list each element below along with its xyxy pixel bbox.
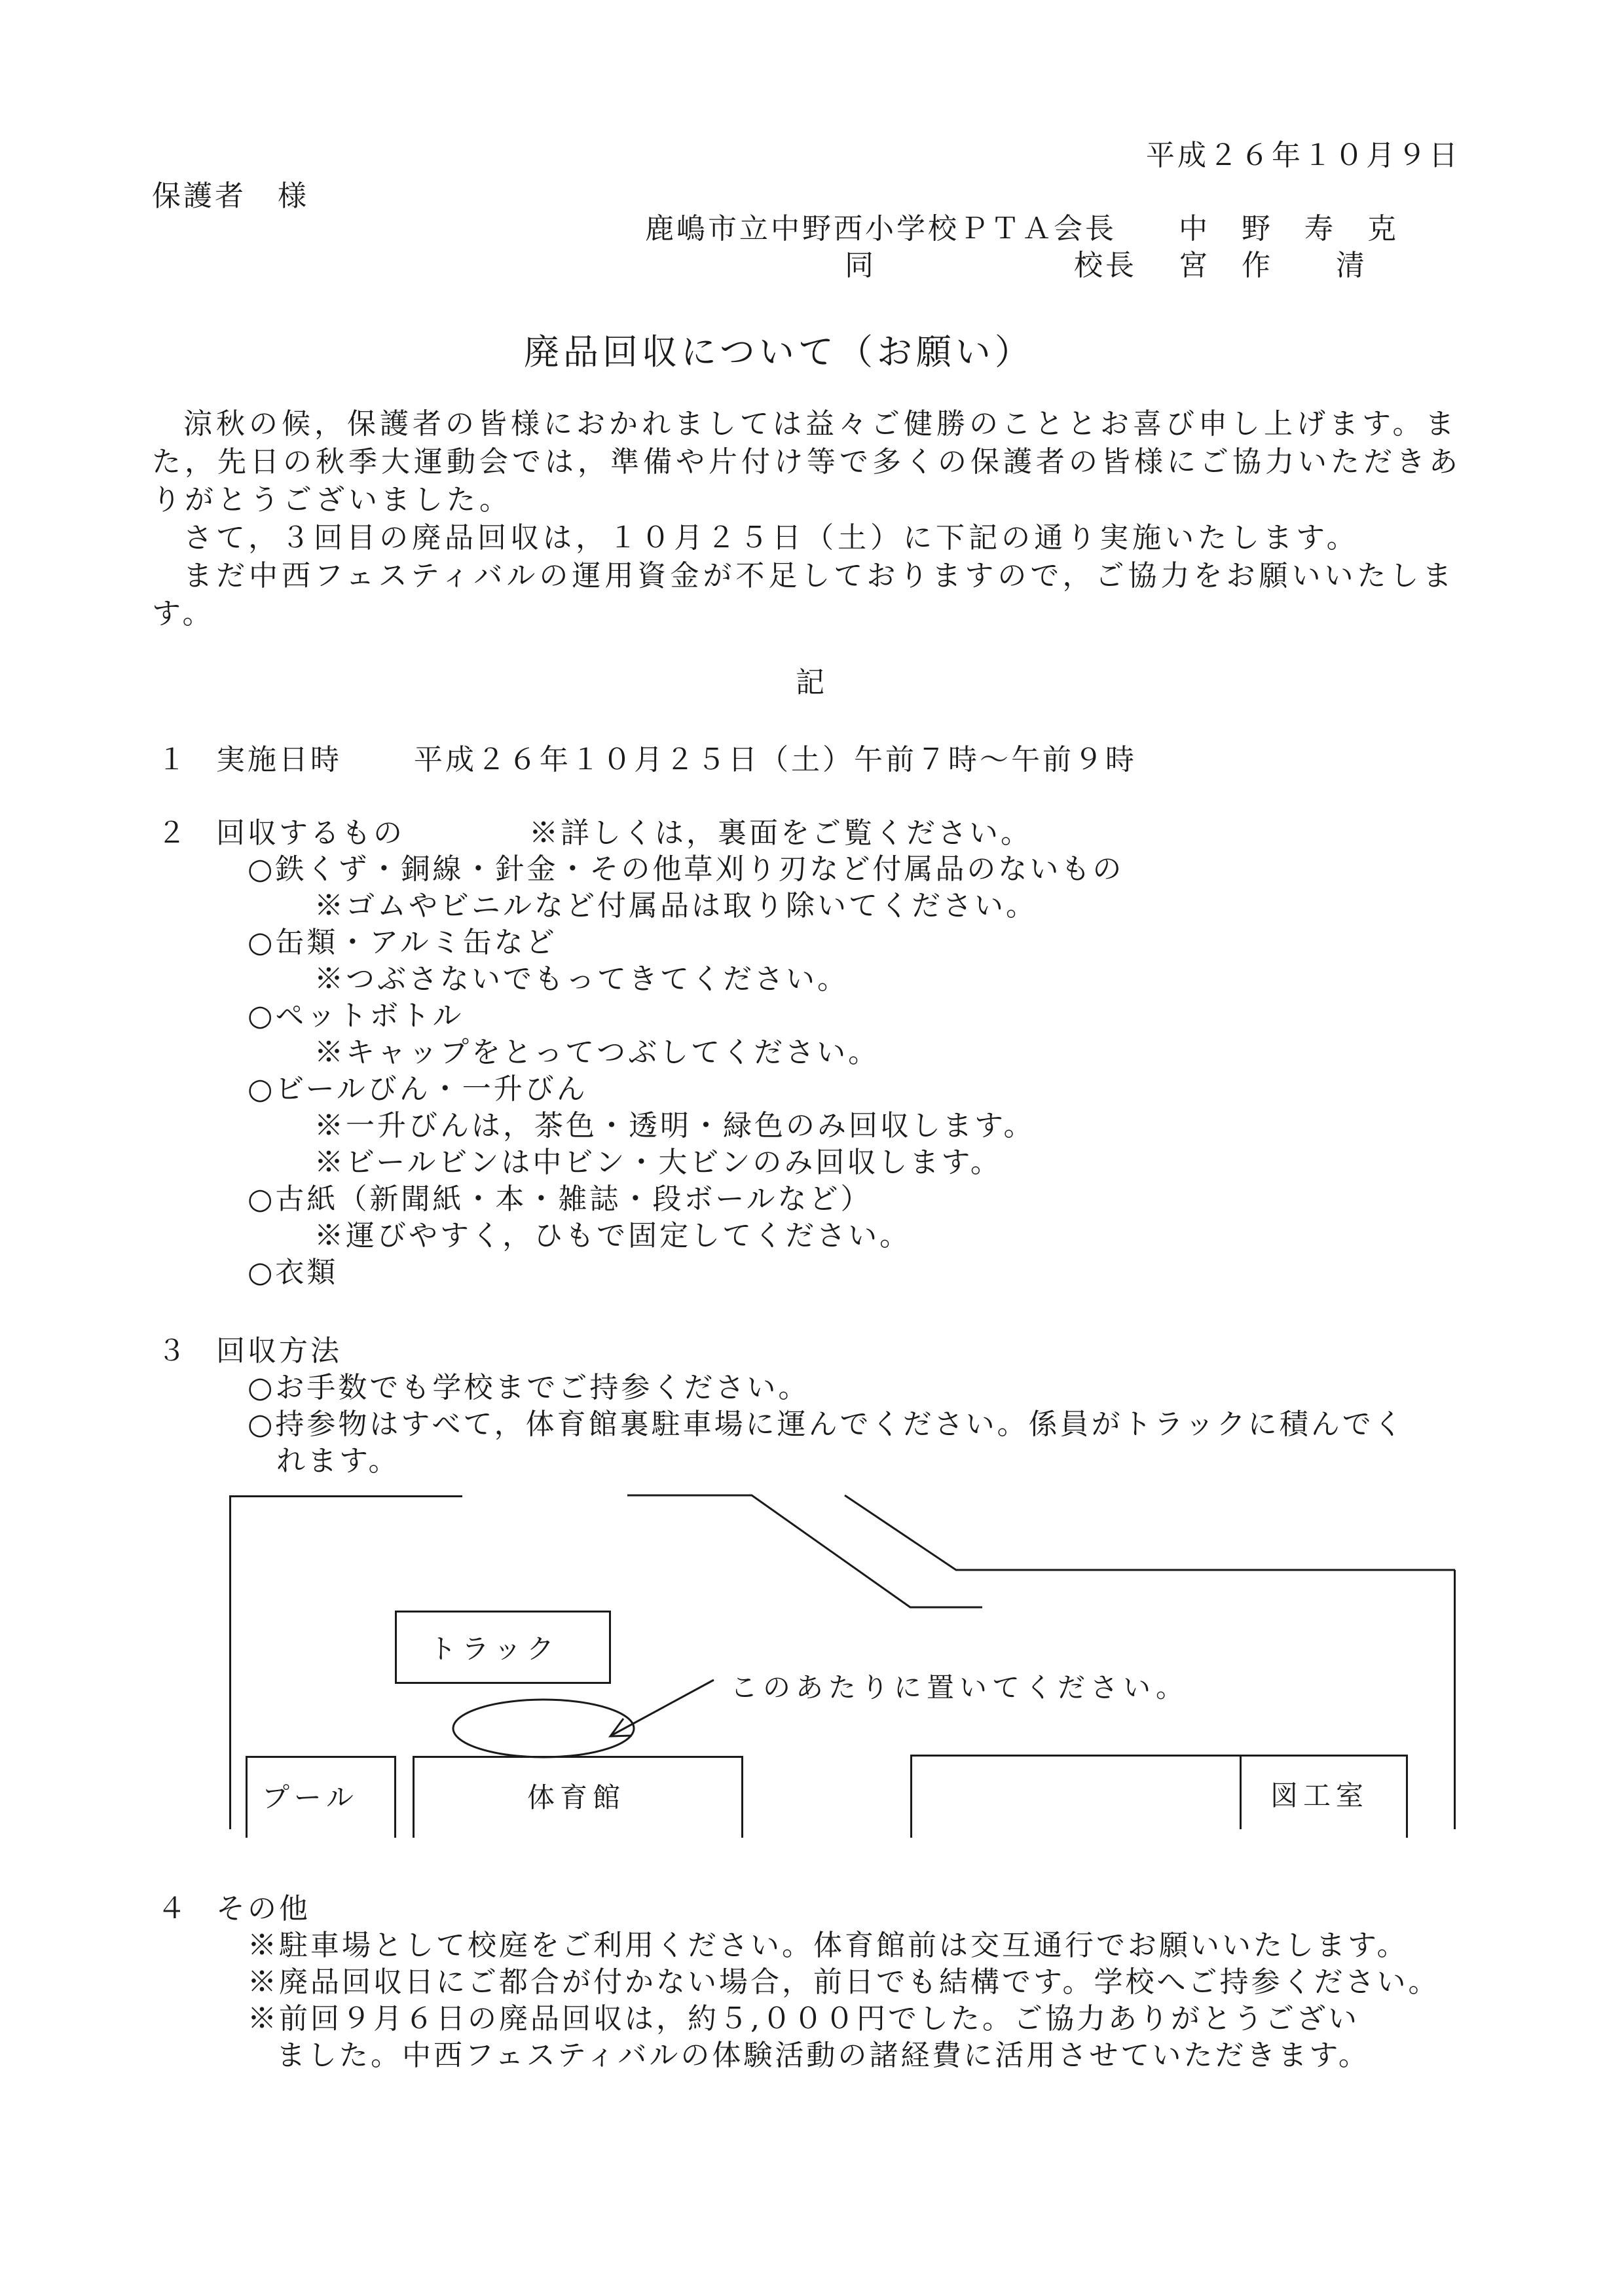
sender-principal-role: 校長 <box>1074 249 1137 282</box>
collect-item-note: ※キャップをとってつぶしてください。 <box>314 1036 880 1069</box>
truck-label: トラック <box>429 1633 560 1665</box>
section-1-label: 実施日時 <box>216 743 342 776</box>
intro-line: 涼秋の候，保護者の皆様におかれましては益々ご健勝のこととお喜び申し上げます。ま <box>183 407 1458 441</box>
collect-item-note: ※運びやすく，ひもで固定してください。 <box>314 1219 912 1252</box>
sender-pta-name: 中 野 寿 克 <box>1179 212 1399 246</box>
section-4-number: ４ <box>157 1892 189 1925</box>
intro-line: す。 <box>152 597 215 630</box>
intro-line: まだ中西フェスティバルの運用資金が不足しておりますので，ご協力をお願いいたしま <box>183 559 1456 592</box>
collect-item: ○ビールびん・一升びん <box>248 1072 588 1106</box>
collect-item: ○ペットボトル <box>248 999 464 1032</box>
other-item: ※駐車場として校庭をご利用ください。体育館前は交互通行でお願いいたします。 <box>248 1929 1409 1962</box>
method-item: ○持参物はすべて，体育館裏駐車場に運んでください。係員がトラックに積んでく <box>248 1408 1405 1441</box>
section-3-label: 回収方法 <box>216 1334 342 1368</box>
document-title: 廃品回収について（お願い） <box>524 331 1034 373</box>
collect-item: ○衣類 <box>248 1256 339 1289</box>
intro-line: りがとうございました。 <box>152 483 512 517</box>
collect-item-note: ※つぶさないでもってきてください。 <box>314 962 849 996</box>
other-item: ※前回９月６日の廃品回収は，約５,０００円でした。ご協力ありがとうござい <box>248 2002 1359 2035</box>
section-1-number: １ <box>157 743 189 776</box>
document-date: 平成２６年１０月９日 <box>1146 139 1460 172</box>
collect-item: ○鉄くず・銅線・針金・その他草刈り刃など付属品のないもの <box>248 852 1124 886</box>
section-2-note: ※詳しくは，裏面をご覧ください。 <box>529 816 1032 850</box>
gym-label: 体育館 <box>527 1781 626 1813</box>
collect-item-note: ※一升びんは，茶色・透明・緑色のみ回収します。 <box>314 1109 1035 1142</box>
section-1-value: 平成２６年１０月２５日（土）午前７時～午前９時 <box>414 743 1137 776</box>
art-room-divider <box>1240 1755 1242 1829</box>
other-item: ました。中西フェスティバルの体験活動の諸経費に活用させていただきます。 <box>276 2039 1370 2072</box>
section-2-number: ２ <box>157 816 189 850</box>
section-2-label: 回収するもの <box>216 816 405 850</box>
other-item: ※廃品回収日にご都合が付かない場合，前日でも結構です。学校へご持参ください。 <box>248 1965 1440 1999</box>
pool-label: プール <box>262 1781 359 1813</box>
collect-item: ○缶類・アルミ缶など <box>248 926 557 959</box>
collect-item: ○古紙（新聞紙・本・雑誌・段ボールなど） <box>248 1182 872 1216</box>
section-3-number: ３ <box>157 1334 189 1368</box>
recipient: 保護者 様 <box>152 179 309 213</box>
sender-principal-name: 宮 作 清 <box>1179 249 1367 282</box>
sender-pta-org: 鹿嶋市立中野西小学校ＰＴＡ会長 <box>645 212 1116 246</box>
ki-heading: 記 <box>796 666 827 699</box>
section-4-label: その他 <box>216 1892 310 1925</box>
placement-note: このあたりに置いてください。 <box>730 1671 1189 1704</box>
art-room-label: 図工室 <box>1270 1779 1369 1812</box>
collect-item-note: ※ビールビンは中ビン・大ビンのみ回収します。 <box>314 1146 1002 1179</box>
collect-item-note: ※ゴムやビニルなど付属品は取り除いてください。 <box>314 889 1037 922</box>
sender-principal-org: 同 <box>845 249 876 282</box>
intro-line: た，先日の秋季大運動会では，準備や片付け等で多くの保護者の皆様にご協力いただきあ <box>152 445 1462 479</box>
method-item: れます。 <box>276 1444 400 1478</box>
method-item: ○お手数でも学校までご持参ください。 <box>248 1371 810 1404</box>
intro-line: さて，３回目の廃品回収は，１０月２５日（土）に下記の通り実施いたします。 <box>183 521 1359 555</box>
